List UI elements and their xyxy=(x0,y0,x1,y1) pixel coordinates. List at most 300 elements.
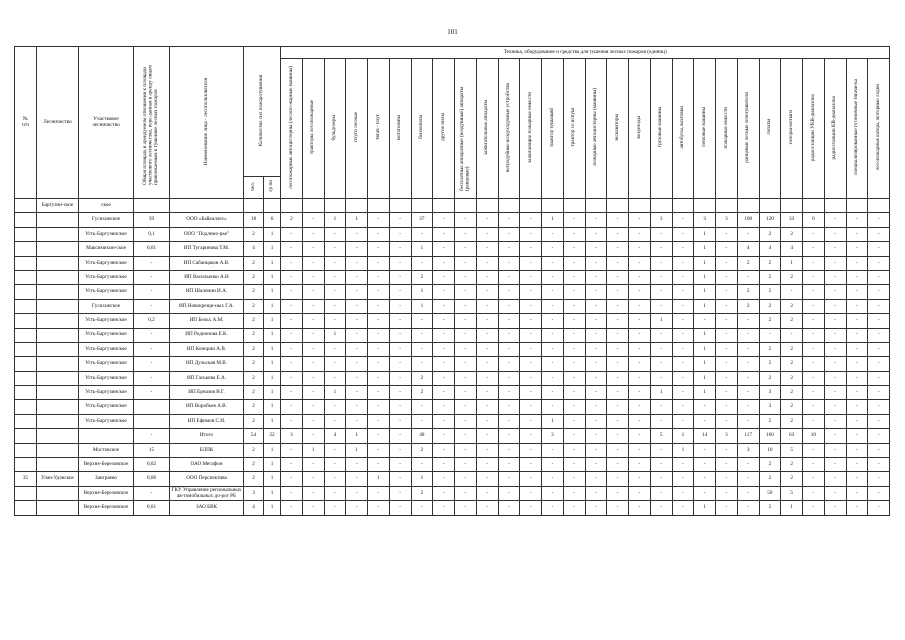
header-forestry: Лесничество xyxy=(37,47,79,199)
row-area xyxy=(134,199,170,213)
row-value: - xyxy=(846,371,868,385)
row-value: - xyxy=(868,429,890,443)
row-value: - xyxy=(629,400,651,414)
row-value: - xyxy=(650,357,672,371)
row-value: - xyxy=(389,486,411,500)
row-value: 120 xyxy=(759,213,781,227)
row-groups: 1 xyxy=(264,342,281,356)
row-tenant: ООО «Байкаллес» xyxy=(170,213,244,227)
row-value: - xyxy=(389,213,411,227)
row-value: - xyxy=(281,371,303,385)
row-groups: 1 xyxy=(264,299,281,313)
row-value xyxy=(716,199,738,213)
row-value: - xyxy=(433,386,455,400)
row-value: - xyxy=(389,429,411,443)
row-value: 2 xyxy=(781,227,803,241)
row-value: - xyxy=(716,386,738,400)
row-value: - xyxy=(824,213,846,227)
row-area: 15 xyxy=(134,443,170,457)
row-value: - xyxy=(498,213,520,227)
row-groups: 1 xyxy=(264,227,281,241)
table-row xyxy=(15,242,890,256)
row-value: - xyxy=(716,314,738,328)
row-value: - xyxy=(716,256,738,270)
row-value: - xyxy=(846,458,868,472)
row-value: - xyxy=(368,227,390,241)
row-value: - xyxy=(346,386,368,400)
row-num xyxy=(15,256,37,270)
row-value: - xyxy=(455,486,477,500)
row-area: - xyxy=(134,299,170,313)
row-value: 1 xyxy=(694,501,716,515)
row-value: - xyxy=(520,458,542,472)
row-value: - xyxy=(542,342,564,356)
row-tenant: ИП Тугаринова Т.М. xyxy=(170,242,244,256)
row-value: - xyxy=(672,342,694,356)
row-value: - xyxy=(672,501,694,515)
row-value xyxy=(346,199,368,213)
row-value: - xyxy=(368,328,390,342)
row-value: 1 xyxy=(694,371,716,385)
header-tenant-text: Наименование лица - лесопользователя xyxy=(202,77,209,165)
row-value: 160 xyxy=(759,429,781,443)
row-value: - xyxy=(498,501,520,515)
row-value: - xyxy=(737,314,759,328)
row-value: - xyxy=(346,342,368,356)
row-district: Усть-Баргузинское xyxy=(79,386,134,400)
row-value: - xyxy=(389,472,411,486)
row-value: - xyxy=(498,486,520,500)
row-value: 1 xyxy=(694,299,716,313)
row-groups: 1 xyxy=(264,458,281,472)
row-value: 3 xyxy=(542,429,564,443)
row-value: - xyxy=(433,472,455,486)
row-value: - xyxy=(324,501,346,515)
header-equipment-col xyxy=(476,59,498,199)
row-value: - xyxy=(824,472,846,486)
row-value: - xyxy=(824,357,846,371)
row-value: - xyxy=(411,501,433,515)
row-value: 2 xyxy=(781,400,803,414)
row-value: - xyxy=(389,342,411,356)
row-value: - xyxy=(607,429,629,443)
row-value: - xyxy=(716,472,738,486)
row-value: - xyxy=(716,357,738,371)
row-district: Усть-Баргузинское xyxy=(79,357,134,371)
row-value: - xyxy=(672,256,694,270)
header-tenant xyxy=(170,47,244,199)
row-value xyxy=(302,199,324,213)
row-tenant: ИП Воробьев А.В. xyxy=(170,400,244,414)
header-equipment-col-text: бульдозеры xyxy=(331,114,338,140)
row-value: - xyxy=(672,213,694,227)
header-equipment-col-text: радиостанции КВ-диапазона xyxy=(831,95,838,159)
row-value: - xyxy=(846,501,868,515)
row-value: - xyxy=(498,299,520,313)
row-value: - xyxy=(737,414,759,428)
row-value: - xyxy=(433,256,455,270)
row-district: Усть-Баргузинское xyxy=(79,400,134,414)
row-value: - xyxy=(803,256,825,270)
row-value: - xyxy=(650,486,672,500)
row-value: - xyxy=(281,227,303,241)
header-equipment-col-text: радиостанции УКВ-диапазона xyxy=(809,93,816,161)
row-value xyxy=(281,199,303,213)
table-row xyxy=(15,486,890,500)
row-value: - xyxy=(650,458,672,472)
row-value: - xyxy=(803,357,825,371)
row-value: - xyxy=(846,400,868,414)
row-value: - xyxy=(476,414,498,428)
row-district: Усть-Баргузинское xyxy=(79,285,134,299)
row-value xyxy=(824,199,846,213)
table-row xyxy=(15,429,890,443)
row-value: - xyxy=(368,314,390,328)
row-value: 48 xyxy=(411,429,433,443)
row-value: - xyxy=(389,371,411,385)
row-value: - xyxy=(433,458,455,472)
row-value: - xyxy=(629,429,651,443)
row-value: 1 xyxy=(694,342,716,356)
row-value: - xyxy=(846,328,868,342)
row-value: - xyxy=(324,227,346,241)
row-value: 2 xyxy=(737,299,759,313)
row-value xyxy=(781,199,803,213)
header-equipment-col xyxy=(520,59,542,199)
row-value: - xyxy=(824,458,846,472)
row-area: 0,1 xyxy=(134,227,170,241)
row-groups: 1 xyxy=(264,472,281,486)
row-forestry xyxy=(37,486,79,500)
row-value: - xyxy=(324,472,346,486)
row-value: - xyxy=(672,227,694,241)
row-value: - xyxy=(846,227,868,241)
row-value: - xyxy=(737,472,759,486)
row-value: - xyxy=(520,501,542,515)
row-value: 2 xyxy=(759,472,781,486)
row-value: - xyxy=(563,371,585,385)
row-value: - xyxy=(672,458,694,472)
row-tenant: Итого xyxy=(170,429,244,443)
row-value: - xyxy=(803,314,825,328)
row-num xyxy=(15,429,37,443)
table-row xyxy=(15,227,890,241)
row-value: - xyxy=(389,357,411,371)
row-value: - xyxy=(324,414,346,428)
row-value: - xyxy=(368,458,390,472)
row-value: - xyxy=(520,256,542,270)
row-value: - xyxy=(672,357,694,371)
row-value: 1 xyxy=(542,213,564,227)
row-value: - xyxy=(281,314,303,328)
row-value: - xyxy=(629,227,651,241)
row-num xyxy=(15,227,37,241)
row-tenant: ООО Перспектива xyxy=(170,472,244,486)
row-value: - xyxy=(803,486,825,500)
row-value: - xyxy=(563,342,585,356)
row-num xyxy=(15,342,37,356)
row-value xyxy=(368,199,390,213)
row-value: - xyxy=(607,472,629,486)
row-value: 1 xyxy=(411,472,433,486)
row-value: 2 xyxy=(781,386,803,400)
row-value: - xyxy=(803,342,825,356)
row-value: - xyxy=(629,256,651,270)
row-value: 1 xyxy=(411,285,433,299)
row-groups: 1 xyxy=(264,256,281,270)
row-forestry xyxy=(37,458,79,472)
row-people: 2 xyxy=(244,270,264,284)
row-value: - xyxy=(520,242,542,256)
row-district: Усть-Баргузинское xyxy=(79,314,134,328)
row-value: - xyxy=(607,342,629,356)
row-value: - xyxy=(324,371,346,385)
row-value: - xyxy=(803,371,825,385)
row-value: - xyxy=(824,227,846,241)
row-value: - xyxy=(824,400,846,414)
row-value: - xyxy=(563,501,585,515)
row-value: - xyxy=(455,429,477,443)
row-value: - xyxy=(585,314,607,328)
row-value: 2 xyxy=(411,270,433,284)
row-value: - xyxy=(629,342,651,356)
row-district: Заиграево xyxy=(79,472,134,486)
header-district-forestry: Участковое лесничество xyxy=(79,47,134,199)
row-value: - xyxy=(368,501,390,515)
row-value: 37 xyxy=(411,213,433,227)
row-value: - xyxy=(389,242,411,256)
row-value: - xyxy=(542,458,564,472)
row-value: - xyxy=(542,386,564,400)
row-value: - xyxy=(716,371,738,385)
row-forestry xyxy=(37,328,79,342)
row-tenant: ИП Дульская М.В. xyxy=(170,357,244,371)
header-equipment-col xyxy=(324,59,346,199)
row-value: - xyxy=(455,285,477,299)
row-district: Гусихинское xyxy=(79,299,134,313)
row-value: - xyxy=(803,270,825,284)
row-value: - xyxy=(368,342,390,356)
row-value: - xyxy=(737,357,759,371)
row-value: - xyxy=(846,314,868,328)
row-value: - xyxy=(455,342,477,356)
row-value: - xyxy=(607,213,629,227)
row-value: - xyxy=(694,472,716,486)
header-equipment-col xyxy=(563,59,585,199)
row-value: - xyxy=(368,270,390,284)
row-people: 54 xyxy=(244,429,264,443)
header-equipment-col-text: пожарные емкости xyxy=(722,106,729,149)
row-value: 1 xyxy=(346,443,368,457)
row-value: - xyxy=(455,213,477,227)
row-value: - xyxy=(803,458,825,472)
row-district: Усть-Баргузинское xyxy=(79,256,134,270)
row-value: - xyxy=(672,371,694,385)
row-value: - xyxy=(302,328,324,342)
row-value: 2 xyxy=(759,342,781,356)
row-value: - xyxy=(629,270,651,284)
table-row xyxy=(15,371,890,385)
row-district: Верхне-Березовское xyxy=(79,501,134,515)
row-value: - xyxy=(563,328,585,342)
row-tenant: ИП Гаськова Е.А. xyxy=(170,371,244,385)
row-value: - xyxy=(629,285,651,299)
row-area: 0,2 xyxy=(134,314,170,328)
table-row xyxy=(15,443,890,457)
row-groups: 1 xyxy=(264,501,281,515)
row-value: 5 xyxy=(781,443,803,457)
header-equipment-col xyxy=(411,59,433,199)
row-value: - xyxy=(585,285,607,299)
row-value: - xyxy=(824,414,846,428)
row-groups: 1 xyxy=(264,371,281,385)
row-value: - xyxy=(868,227,890,241)
row-value: - xyxy=(368,443,390,457)
row-value: 2 xyxy=(781,414,803,428)
table-row xyxy=(15,199,890,213)
header-equipment-col-text: автобусы, вахтовки xyxy=(679,106,686,149)
row-value: - xyxy=(324,242,346,256)
row-value: 2 xyxy=(759,371,781,385)
row-value: - xyxy=(368,256,390,270)
row-forestry xyxy=(37,371,79,385)
row-people: 2 xyxy=(244,227,264,241)
row-value: - xyxy=(607,443,629,457)
row-value: - xyxy=(389,270,411,284)
row-value: - xyxy=(672,314,694,328)
row-value: - xyxy=(824,285,846,299)
row-value: - xyxy=(455,270,477,284)
header-equipment-col-text: зажигающие пожарные емкости xyxy=(526,91,533,163)
row-value: - xyxy=(455,299,477,313)
row-value xyxy=(563,199,585,213)
row-value: - xyxy=(346,285,368,299)
row-value: - xyxy=(607,270,629,284)
row-people: 18 xyxy=(244,213,264,227)
row-value: - xyxy=(607,486,629,500)
row-value: - xyxy=(781,285,803,299)
row-value: - xyxy=(324,443,346,457)
row-value: - xyxy=(281,285,303,299)
row-value: - xyxy=(737,386,759,400)
row-district: Усть-Баргузинское xyxy=(79,270,134,284)
row-forestry xyxy=(37,414,79,428)
row-value: - xyxy=(389,386,411,400)
row-value: - xyxy=(302,270,324,284)
header-equipment-col xyxy=(542,59,564,199)
row-value: - xyxy=(455,414,477,428)
table-row xyxy=(15,357,890,371)
row-value: - xyxy=(629,213,651,227)
row-value: - xyxy=(607,314,629,328)
row-people: 2 xyxy=(244,400,264,414)
row-value: - xyxy=(498,414,520,428)
header-equipment-col xyxy=(389,59,411,199)
row-value: 1 xyxy=(411,299,433,313)
row-people: 2 xyxy=(244,256,264,270)
row-value: - xyxy=(607,299,629,313)
row-value xyxy=(455,199,477,213)
row-district: Верхне-Березовское xyxy=(79,458,134,472)
row-value: - xyxy=(389,414,411,428)
header-equipment-col xyxy=(759,59,781,199)
row-value: 1 xyxy=(324,213,346,227)
row-value: - xyxy=(563,458,585,472)
row-area: 0,01 xyxy=(134,242,170,256)
row-value: - xyxy=(476,458,498,472)
row-tenant: ИП Конорин А.В. xyxy=(170,342,244,356)
header-equipment-col xyxy=(716,59,738,199)
table-row xyxy=(15,328,890,342)
row-value: - xyxy=(498,357,520,371)
row-value: - xyxy=(824,501,846,515)
row-value: - xyxy=(520,285,542,299)
header-forces xyxy=(244,47,281,177)
row-value: - xyxy=(476,342,498,356)
row-value: - xyxy=(650,299,672,313)
row-value: - xyxy=(607,386,629,400)
row-value: - xyxy=(520,472,542,486)
row-value: - xyxy=(346,227,368,241)
row-value: 2 xyxy=(759,270,781,284)
row-value: - xyxy=(694,458,716,472)
row-value: - xyxy=(476,285,498,299)
row-value: - xyxy=(563,299,585,313)
header-equipment-col-text: ранцевые лесные огнетушители xyxy=(744,91,751,163)
row-tenant: ООО "Подлемо-рье" xyxy=(170,227,244,241)
row-num xyxy=(15,199,37,213)
row-value: - xyxy=(281,386,303,400)
row-value: - xyxy=(585,270,607,284)
row-value xyxy=(498,199,520,213)
row-value: 4 xyxy=(781,242,803,256)
row-value: - xyxy=(737,371,759,385)
row-value: - xyxy=(585,342,607,356)
row-value: 2 xyxy=(411,386,433,400)
row-value: - xyxy=(716,227,738,241)
row-value: 63 xyxy=(781,429,803,443)
header-equipment-col xyxy=(433,59,455,199)
row-value: 2 xyxy=(781,314,803,328)
row-value: - xyxy=(411,256,433,270)
row-value: - xyxy=(520,386,542,400)
header-equipment-col xyxy=(629,59,651,199)
row-value: - xyxy=(803,227,825,241)
row-tenant: ЗАО БВК xyxy=(170,501,244,515)
header-equipment-col-text: экскаваторы xyxy=(613,113,620,141)
table-row xyxy=(15,458,890,472)
row-value: - xyxy=(433,242,455,256)
row-value: 2 xyxy=(737,285,759,299)
row-groups xyxy=(264,199,281,213)
row-value: - xyxy=(868,400,890,414)
row-value: - xyxy=(737,270,759,284)
row-value: 10 xyxy=(759,443,781,457)
row-groups: 1 xyxy=(264,242,281,256)
row-value: - xyxy=(803,299,825,313)
row-value: - xyxy=(672,299,694,313)
row-value: - xyxy=(476,213,498,227)
row-people: 2 xyxy=(244,314,264,328)
table-row xyxy=(15,256,890,270)
row-num xyxy=(15,501,37,515)
row-area: 39 xyxy=(134,213,170,227)
row-value: - xyxy=(498,400,520,414)
row-value xyxy=(585,199,607,213)
row-value: 10 xyxy=(803,429,825,443)
header-equipment-col xyxy=(672,59,694,199)
row-value: - xyxy=(868,299,890,313)
